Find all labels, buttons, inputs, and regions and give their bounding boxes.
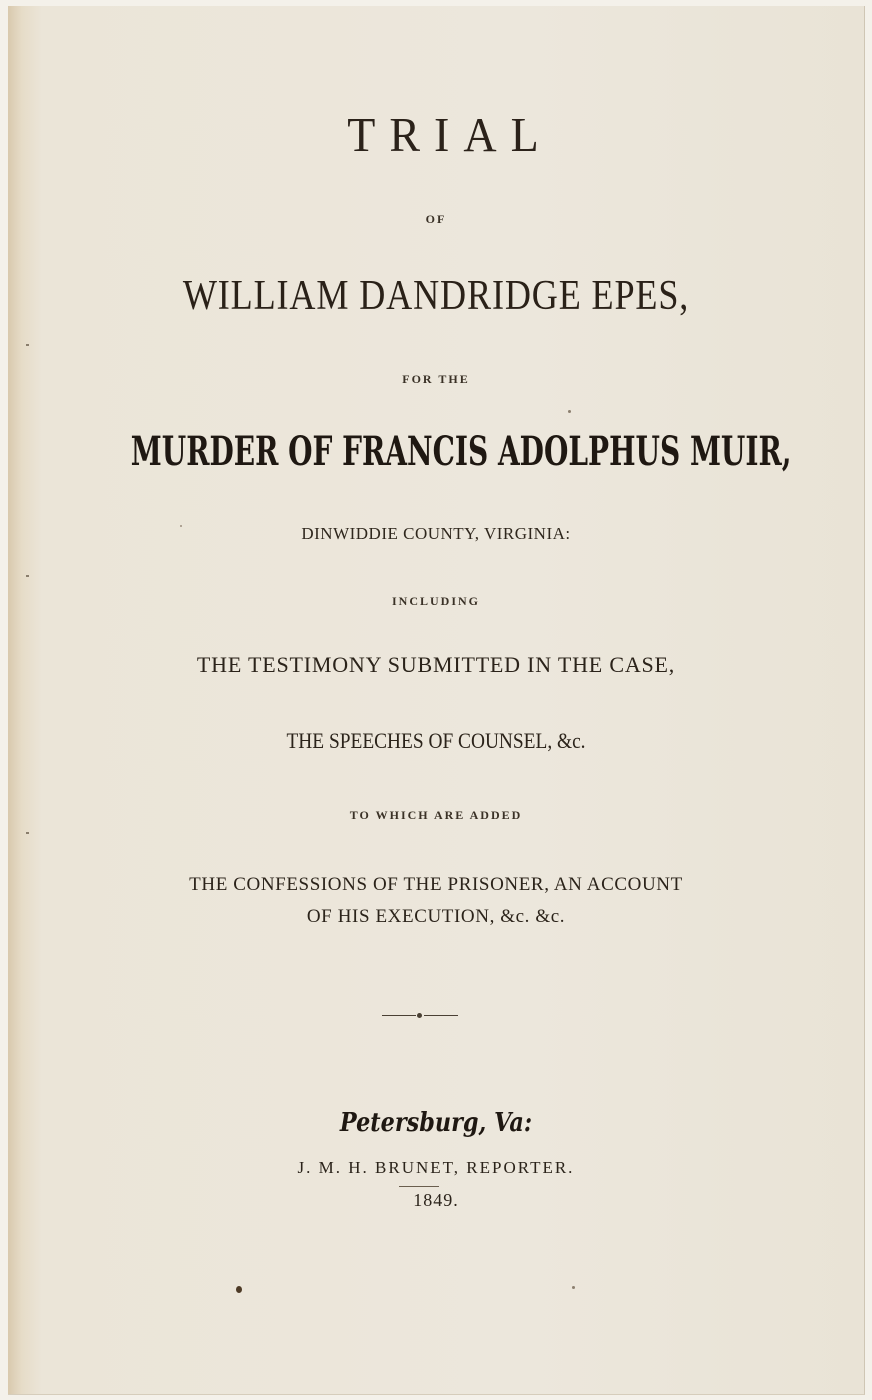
ornamental-rule bbox=[382, 1015, 458, 1017]
year-rule bbox=[399, 1186, 439, 1187]
imprint-place: Petersburg, Va: bbox=[339, 1108, 533, 1138]
added-confessions-line1: THE CONFESSIONS OF THE PRISONER, AN ACCOUNT bbox=[189, 874, 683, 895]
binding-stitch bbox=[26, 344, 29, 346]
including-label: INCLUDING bbox=[391, 594, 480, 608]
location-line: DINWIDDIE COUNTY, VIRGINIA: bbox=[301, 524, 571, 543]
charge-heading: MURDER OF FRANCIS ADOLPHUS MUIR, bbox=[130, 428, 792, 475]
foxing-spot bbox=[572, 1286, 575, 1289]
imprint-publisher: J. M. H. BRUNET, REPORTER. bbox=[297, 1158, 575, 1177]
contents-testimony: THE TESTIMONY SUBMITTED IN THE CASE, bbox=[196, 652, 676, 677]
binding-stitch bbox=[26, 832, 29, 834]
added-confessions-line2: OF HIS EXECUTION, &c. &c. bbox=[306, 906, 566, 927]
contents-speeches: THE SPEECHES OF COUNSEL, &c. bbox=[286, 728, 586, 753]
binding-stitch bbox=[26, 575, 29, 577]
defendant-name: WILLIAM DANDRIDGE EPES, bbox=[182, 273, 690, 319]
foxing-spot bbox=[180, 525, 182, 527]
imprint-year: 1849. bbox=[413, 1190, 459, 1210]
title-trial: TRIAL bbox=[347, 107, 553, 162]
foxing-spot bbox=[236, 1286, 242, 1293]
foxing-spot bbox=[568, 410, 571, 413]
title-for-the: FOR THE bbox=[402, 372, 470, 386]
added-intro: TO WHICH ARE ADDED bbox=[349, 808, 523, 822]
title-of: OF bbox=[425, 212, 447, 226]
